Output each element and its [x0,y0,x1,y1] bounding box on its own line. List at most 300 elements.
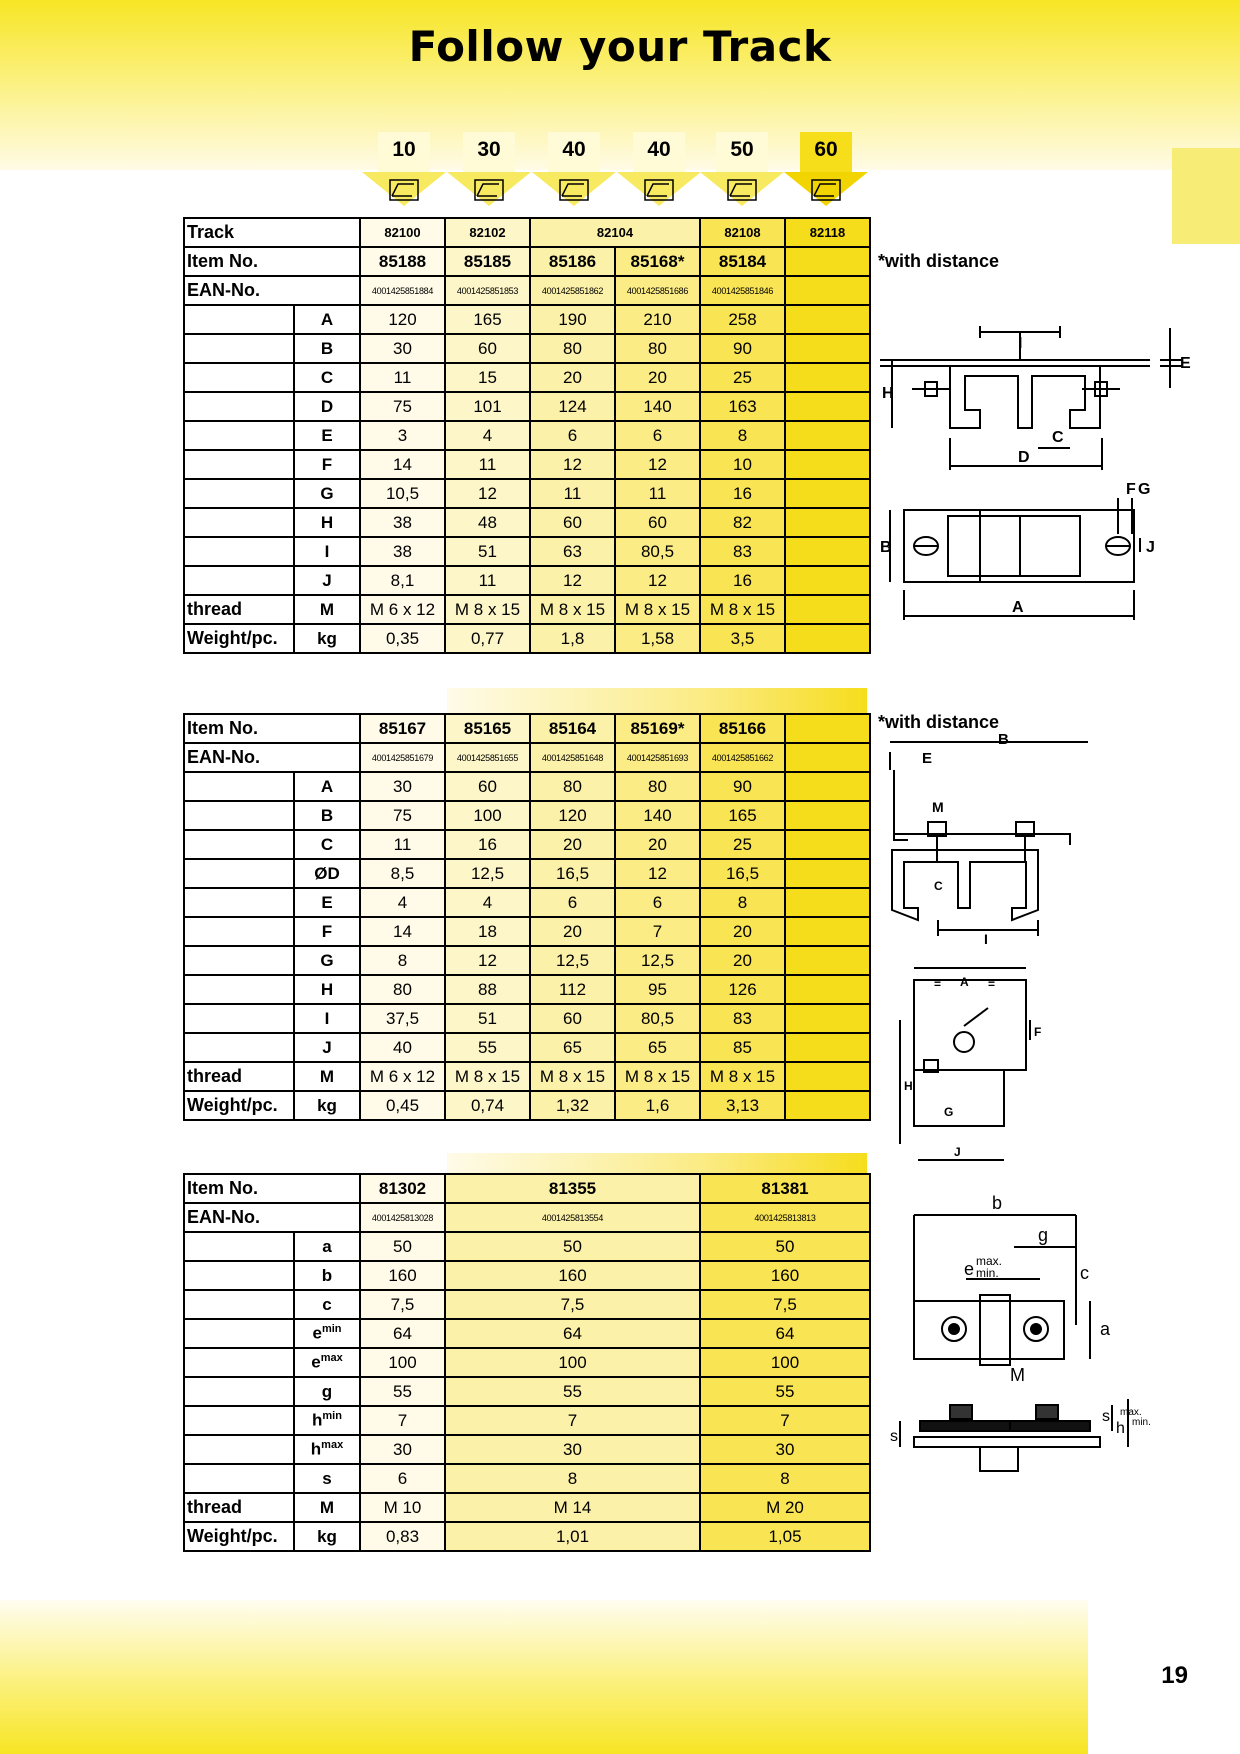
value-cell [785,772,870,801]
value-cell [785,917,870,946]
value-cell: 25 [700,363,785,392]
dim-label-b-plate: b [992,1193,1003,1213]
value-cell: 80 [530,772,615,801]
row-label-item: Item No. [184,247,360,276]
value-cell: 100 [360,1348,445,1377]
item-number-cell: 85169* [615,714,700,743]
row-unit: b [294,1261,360,1290]
dim-label-g-side: G [944,1105,954,1119]
item-number-cell: 85185 [445,247,530,276]
row-unit: C [294,830,360,859]
item-number-cell [785,714,870,743]
value-cell [785,392,870,421]
value-cell: 38 [360,508,445,537]
value-cell: M 8 x 15 [700,595,785,624]
value-cell: 40 [360,1033,445,1062]
row-unit: H [294,508,360,537]
value-cell [785,1033,870,1062]
value-cell: M 14 [445,1493,700,1522]
value-cell: 7 [615,917,700,946]
ean-cell: 4001425851853 [445,276,530,305]
value-cell: 190 [530,305,615,334]
dim-label-s-right: s [1102,1408,1110,1425]
row-unit: c [294,1290,360,1319]
track-size-arrow [617,132,701,212]
dim-label-i: I [1018,335,1023,352]
value-cell: 8,1 [360,566,445,595]
value-cell: 18 [445,917,530,946]
value-cell [785,975,870,1004]
track-cell: 82104 [530,218,700,247]
item-number-cell: 85165 [445,714,530,743]
value-cell: 6 [615,888,700,917]
value-cell: 120 [360,305,445,334]
page-number-box [1088,1600,1240,1754]
dim-label-e: E [1180,355,1191,372]
value-cell: 30 [445,1435,700,1464]
row-unit: G [294,946,360,975]
ean-cell: 4001425851862 [530,276,615,305]
value-cell: 160 [360,1261,445,1290]
value-cell: 1,01 [445,1522,700,1551]
row-label [184,917,294,946]
dim-label-h-side: H [904,1079,913,1093]
row-unit: B [294,334,360,363]
value-cell [785,801,870,830]
dim-label-a-plate: a [1100,1319,1111,1339]
value-cell: 7,5 [445,1290,700,1319]
value-cell: 160 [445,1261,700,1290]
value-cell [785,334,870,363]
ean-cell: 4001425813813 [700,1203,870,1232]
dim-label-emin-plate: min. [976,1266,999,1280]
value-cell [785,595,870,624]
diagram-track-profile-front [870,318,1200,478]
row-label [184,859,294,888]
row-label: Weight/pc. [184,624,294,653]
value-cell: 140 [615,801,700,830]
value-cell: 11 [615,479,700,508]
value-cell: 10 [700,450,785,479]
value-cell [785,946,870,975]
track-size-arrow [532,132,616,212]
track-size-arrow [700,132,784,212]
value-cell: 50 [445,1232,700,1261]
row-label-track: Track [184,218,360,247]
value-cell: 210 [615,305,700,334]
ean-cell: 4001425851884 [360,276,445,305]
row-label [184,1406,294,1435]
row-label [184,421,294,450]
value-cell: 48 [445,508,530,537]
value-cell: 8 [445,1464,700,1493]
value-cell: 8 [360,946,445,975]
value-cell: 12 [445,479,530,508]
value-cell: M 8 x 15 [615,595,700,624]
dim-label-hmin-plate: min. [1132,1417,1151,1428]
track-cell: 82102 [445,218,530,247]
row-label [184,450,294,479]
row-label: thread [184,1493,294,1522]
row-unit: ØD [294,859,360,888]
dim-label-hmax-plate: max. [1120,1407,1142,1418]
value-cell: 1,05 [700,1522,870,1551]
value-cell: 11 [360,363,445,392]
row-unit: kg [294,624,360,653]
table-track-set-1 [183,217,871,654]
value-cell: 112 [530,975,615,1004]
row-label [184,1319,294,1348]
value-cell: 82 [700,508,785,537]
row-unit: kg [294,1522,360,1551]
value-cell: M 8 x 15 [445,595,530,624]
value-cell [785,479,870,508]
value-cell: 11 [530,479,615,508]
value-cell: 124 [530,392,615,421]
value-cell: 6 [615,421,700,450]
value-cell: 15 [445,363,530,392]
value-cell: 7 [360,1406,445,1435]
value-cell: 12 [615,566,700,595]
value-cell: 11 [445,566,530,595]
value-cell: M 6 x 12 [360,1062,445,1091]
diagram-fitting-plate-top [900,1195,1140,1395]
value-cell: 51 [445,537,530,566]
value-cell: 37,5 [360,1004,445,1033]
value-cell: 20 [530,830,615,859]
row-unit: I [294,1004,360,1033]
row-label [184,566,294,595]
value-cell: M 10 [360,1493,445,1522]
value-cell: 100 [445,1348,700,1377]
value-cell: 101 [445,392,530,421]
value-cell: 163 [700,392,785,421]
track-cell: 82118 [785,218,870,247]
table-fitting-plates [183,1173,871,1552]
value-cell: 0,45 [360,1091,445,1120]
row-unit: a [294,1232,360,1261]
item-number-cell [785,247,870,276]
value-cell: M 8 x 15 [615,1062,700,1091]
dim-label-a-side: A [960,975,969,989]
value-cell: 60 [530,508,615,537]
value-cell: 50 [700,1232,870,1261]
value-cell: 80 [530,334,615,363]
value-cell: 3 [360,421,445,450]
value-cell: 0,83 [360,1522,445,1551]
item-number-cell: 85186 [530,247,615,276]
row-label [184,1464,294,1493]
value-cell [785,624,870,653]
value-cell: M 6 x 12 [360,595,445,624]
value-cell: 55 [445,1377,700,1406]
dim-label-eq-left: = [934,977,942,991]
row-label: thread [184,1062,294,1091]
value-cell: 165 [700,801,785,830]
row-unit: C [294,363,360,392]
value-cell: 120 [530,801,615,830]
value-cell: 60 [530,1004,615,1033]
value-cell: 20 [615,830,700,859]
value-cell: 12 [530,566,615,595]
row-unit: G [294,479,360,508]
row-label [184,975,294,1004]
value-cell: 80 [360,975,445,1004]
value-cell: 165 [445,305,530,334]
value-cell [785,537,870,566]
row-unit: A [294,772,360,801]
dim-label-e-bracket: E [922,750,933,767]
row-unit: $h^{max}$ [294,1435,360,1464]
value-cell: 12 [530,450,615,479]
ean-cell [785,276,870,305]
value-cell: 3,5 [700,624,785,653]
row-unit: M [294,1493,360,1522]
dim-label-c-plate: c [1080,1263,1089,1283]
ean-cell: 4001425851846 [700,276,785,305]
track-size-label: 50 [730,138,754,161]
dim-label-c: C [1052,429,1064,446]
dim-label-s-left: s [890,1428,898,1445]
value-cell: 55 [700,1377,870,1406]
value-cell: 64 [360,1319,445,1348]
value-cell: 12,5 [530,946,615,975]
footer-gradient [0,1600,1088,1754]
value-cell: 50 [360,1232,445,1261]
value-cell: 30 [360,334,445,363]
value-cell: 60 [445,334,530,363]
table-gap-2 [447,1153,867,1173]
value-cell: 1,8 [530,624,615,653]
row-label [184,1377,294,1406]
row-label [184,1435,294,1464]
row-label: thread [184,595,294,624]
row-unit: H [294,975,360,1004]
value-cell: 126 [700,975,785,1004]
ean-cell: 4001425851662 [700,743,785,772]
value-cell: 1,58 [615,624,700,653]
value-cell: 30 [360,1435,445,1464]
value-cell: 20 [530,363,615,392]
value-cell: 80,5 [615,537,700,566]
value-cell: 16 [700,566,785,595]
value-cell: 6 [360,1464,445,1493]
ean-cell: 4001425851655 [445,743,530,772]
value-cell: 20 [615,363,700,392]
value-cell: 90 [700,772,785,801]
track-size-arrow [447,132,531,212]
ean-cell: 4001425851693 [615,743,700,772]
value-cell: 140 [615,392,700,421]
row-unit: F [294,917,360,946]
track-size-arrow [784,132,868,212]
dim-label-d: D [1018,449,1030,466]
value-cell: 60 [615,508,700,537]
dim-label-m-plate: M [1010,1365,1025,1385]
value-cell [785,508,870,537]
row-label [184,1290,294,1319]
track-size-label: 60 [814,138,838,161]
value-cell: 64 [700,1319,870,1348]
value-cell [785,305,870,334]
value-cell: 100 [700,1348,870,1377]
item-number-cell: 85166 [700,714,785,743]
item-number-cell: 85168* [615,247,700,276]
dim-label-e-plate: e [964,1259,975,1279]
row-label-ean: EAN-No. [184,276,360,305]
row-label [184,772,294,801]
item-number-cell: 85164 [530,714,615,743]
value-cell: 14 [360,450,445,479]
dim-label-a: A [1012,599,1024,616]
row-label-item: Item No. [184,1174,360,1203]
value-cell: 7 [445,1406,700,1435]
page-title: Follow your Track [408,22,832,71]
value-cell: 95 [615,975,700,1004]
value-cell: 7,5 [700,1290,870,1319]
row-label [184,537,294,566]
note-with-distance-1: *with distance [878,251,1000,271]
row-unit: $e^{max}$ [294,1348,360,1377]
value-cell: 65 [530,1033,615,1062]
row-label [184,1261,294,1290]
value-cell: 258 [700,305,785,334]
dim-label-j-side: J [954,1145,961,1159]
value-cell: 16,5 [530,859,615,888]
row-label [184,508,294,537]
value-cell: 11 [360,830,445,859]
value-cell: M 20 [700,1493,870,1522]
value-cell: 8,5 [360,859,445,888]
value-cell [785,421,870,450]
value-cell: 85 [700,1033,785,1062]
row-label [184,334,294,363]
value-cell: M 8 x 15 [700,1062,785,1091]
diagram-bracket-side [890,960,1060,1170]
row-label [184,305,294,334]
value-cell: 11 [445,450,530,479]
ean-cell: 4001425813554 [445,1203,700,1232]
value-cell: 12,5 [615,946,700,975]
value-cell: 88 [445,975,530,1004]
diagram-track-plan [870,480,1200,630]
value-cell: 10,5 [360,479,445,508]
dim-label-h-plate: h [1116,1420,1125,1437]
value-cell: 8 [700,421,785,450]
value-cell: M 8 x 15 [530,1062,615,1091]
row-unit: J [294,566,360,595]
dim-label-b: B [880,539,892,556]
dim-label-h: H [882,385,894,402]
row-unit: E [294,888,360,917]
value-cell: 80,5 [615,1004,700,1033]
row-unit: I [294,537,360,566]
value-cell: M 8 x 15 [530,595,615,624]
row-label [184,801,294,830]
ean-cell: 4001425851686 [615,276,700,305]
value-cell: 64 [445,1319,700,1348]
value-cell: 4 [445,421,530,450]
value-cell: 1,6 [615,1091,700,1120]
row-unit: g [294,1377,360,1406]
value-cell: M 8 x 15 [445,1062,530,1091]
value-cell: 25 [700,830,785,859]
row-label [184,1232,294,1261]
value-cell: 55 [445,1033,530,1062]
value-cell: 1,32 [530,1091,615,1120]
row-unit: M [294,595,360,624]
row-label [184,830,294,859]
dim-label-emax-plate: max. [976,1254,1003,1268]
value-cell [785,888,870,917]
note-with-distance-2: *with distance [878,712,1000,732]
value-cell: 12 [615,450,700,479]
row-unit: kg [294,1091,360,1120]
value-cell: 16,5 [700,859,785,888]
value-cell: 0,35 [360,624,445,653]
value-cell: 7,5 [360,1290,445,1319]
row-label [184,888,294,917]
item-number-cell: 81302 [360,1174,445,1203]
value-cell: 12 [445,946,530,975]
table-gap [447,688,867,714]
value-cell [785,1062,870,1091]
ean-cell: 4001425813028 [360,1203,445,1232]
row-label [184,1348,294,1377]
row-unit: M [294,1062,360,1091]
value-cell: 4 [445,888,530,917]
value-cell: 63 [530,537,615,566]
row-label: Weight/pc. [184,1091,294,1120]
track-size-label: 40 [647,138,671,161]
value-cell: 80 [615,334,700,363]
dim-label-f: F [1126,481,1136,498]
dim-label-g: G [1138,481,1151,498]
row-label: Weight/pc. [184,1522,294,1551]
ean-cell: 4001425851648 [530,743,615,772]
track-size-arrow [362,132,446,212]
value-cell [785,1091,870,1120]
row-label [184,363,294,392]
value-cell: 83 [700,537,785,566]
value-cell [785,450,870,479]
value-cell: 65 [615,1033,700,1062]
value-cell: 75 [360,392,445,421]
value-cell: 20 [700,917,785,946]
value-cell: 30 [700,1435,870,1464]
track-size-label: 40 [562,138,586,161]
value-cell: 160 [700,1261,870,1290]
value-cell: 16 [445,830,530,859]
row-label [184,1033,294,1062]
value-cell: 16 [700,479,785,508]
item-number-cell: 85188 [360,247,445,276]
item-number-cell: 81355 [445,1174,700,1203]
value-cell: 55 [360,1377,445,1406]
ean-cell: 4001425851679 [360,743,445,772]
value-cell [785,1004,870,1033]
value-cell: 90 [700,334,785,363]
dim-label-eq-right: = [988,977,996,991]
value-cell [785,859,870,888]
dim-label-c-bracket: C [934,879,943,893]
item-number-cell: 85167 [360,714,445,743]
value-cell: 38 [360,537,445,566]
value-cell: 7 [700,1406,870,1435]
row-label-ean: EAN-No. [184,743,360,772]
item-number-cell: 85184 [700,247,785,276]
value-cell: 51 [445,1004,530,1033]
